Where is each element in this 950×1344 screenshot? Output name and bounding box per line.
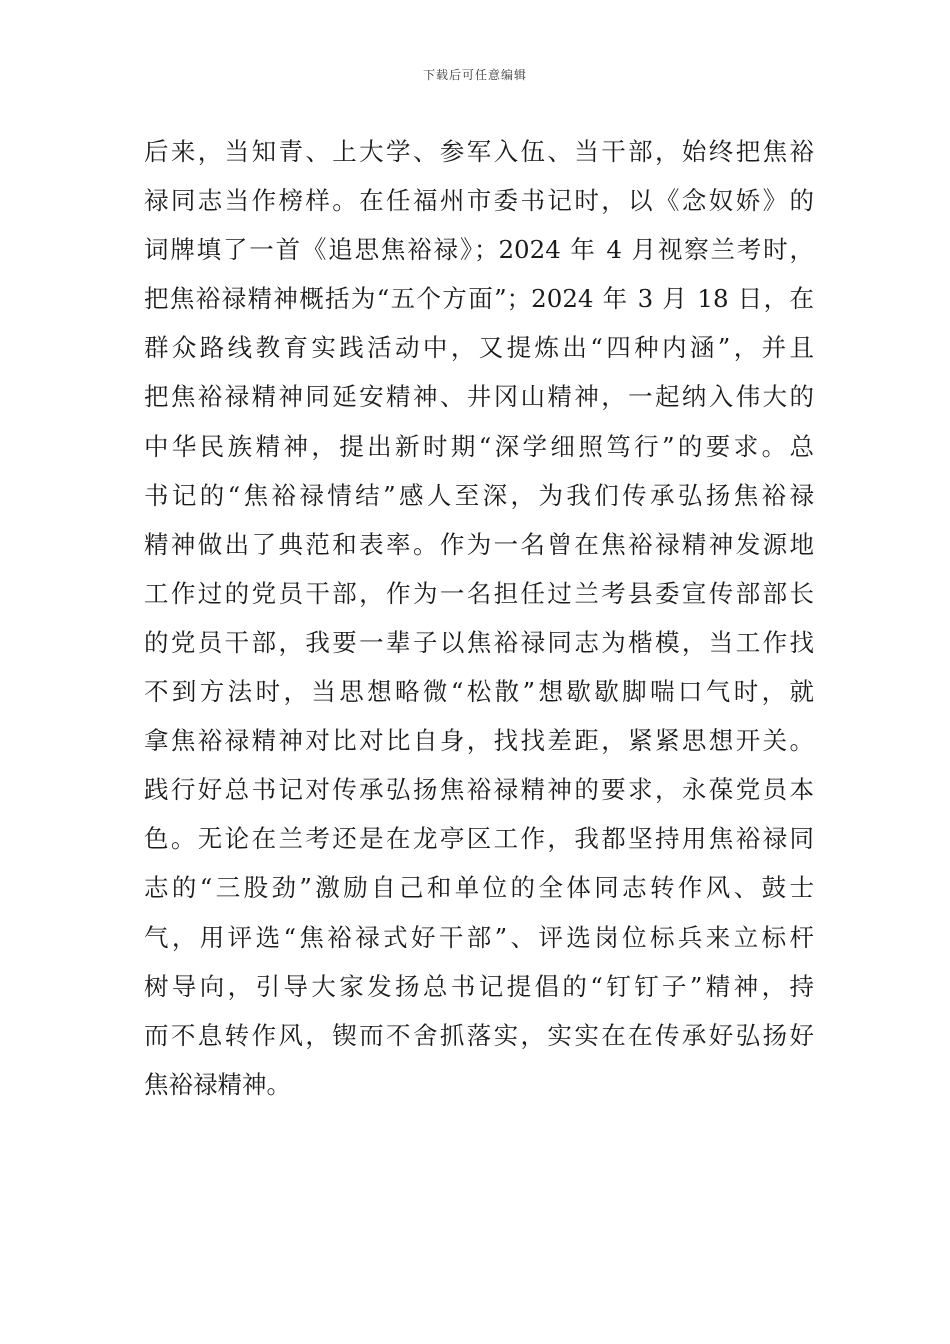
- text-line: 群众路线教育实践活动中，又提炼出“四种内涵”，并且: [144, 333, 814, 363]
- header-note: 下载后可任意编辑: [422, 68, 527, 82]
- text-line: 禄同志当作榜样。在任福州市委书记时，以《念奴娇》的: [144, 186, 814, 216]
- text-line: 而不息转作风，锲而不舍抓落实，实实在在传承好弘扬好: [144, 1020, 814, 1050]
- text-line: 树导向，引导大家发扬总书记提倡的“钉钉子”精神，持: [144, 971, 814, 1001]
- text-line: 精神做出了典范和表率。作为一名曾在焦裕禄精神发源地: [144, 529, 814, 559]
- body-text: [144, 127, 814, 1109]
- text-line: 拿焦裕禄精神对比对比自身，找找差距，紧紧思想开关。: [144, 726, 814, 756]
- text-line: 色。无论在兰考还是在龙亭区工作，我都坚持用焦裕禄同: [144, 824, 814, 854]
- text-line: 不到方法时，当思想略微“松散”想歇歇脚喘口气时，就: [144, 677, 814, 707]
- text-line: 践行好总书记对传承弘扬焦裕禄精神的要求，永葆党员本: [144, 775, 814, 805]
- text-line: 志的“三股劲”激励自己和单位的全体同志转作风、鼓士: [144, 873, 814, 903]
- text-line: 把焦裕禄精神同延安精神、井冈山精神，一起纳入伟大的: [144, 382, 814, 412]
- text-line: 焦裕禄精神。: [144, 1069, 291, 1099]
- text-line: 词牌填了一首《追思焦裕禄》；2024 年 4 月视察兰考时，: [144, 235, 814, 265]
- text-line: 中华民族精神，提出新时期“深学细照笃行”的要求。总: [144, 431, 814, 461]
- text-line: 气，用评选“焦裕禄式好干部”、评选岗位标兵来立标杆: [144, 922, 814, 952]
- text-line: 后来，当知青、上大学、参军入伍、当干部，始终把焦裕: [144, 137, 814, 166]
- text-line: 工作过的党员干部，作为一名担任过兰考县委宣传部部长: [144, 578, 814, 608]
- text-line: 书记的“焦裕禄情结”感人至深，为我们传承弘扬焦裕禄: [144, 480, 814, 510]
- text-line: 把焦裕禄精神概括为“五个方面”；2024 年 3 月 18 日，在: [144, 284, 814, 314]
- text-line: 的党员干部，我要一辈子以焦裕禄同志为楷模，当工作找: [144, 627, 814, 657]
